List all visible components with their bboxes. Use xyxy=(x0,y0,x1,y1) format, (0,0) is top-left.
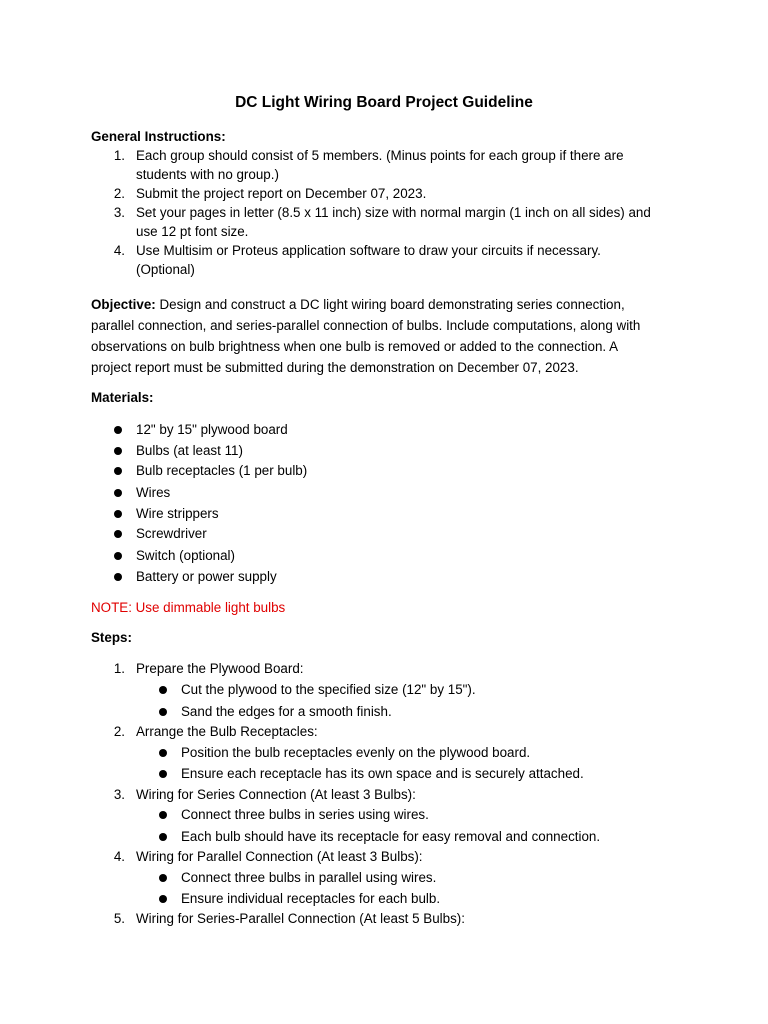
bullet-icon xyxy=(114,467,122,475)
list-item-text: use 12 pt font size. xyxy=(136,224,249,239)
list-item-text: Submit the project report on December 07, 2023. xyxy=(136,186,427,201)
bullet-icon xyxy=(159,895,167,903)
step-subitem: Position the bulb receptacles evenly on the plywood board. xyxy=(181,745,531,760)
step-subitem: Sand the edges for a smooth finish. xyxy=(181,704,392,719)
objective-text: Design and construct a DC light wiring board demonstrating series connection, xyxy=(155,297,625,312)
step-subitem: Each bulb should have its receptacle for easy removal and connection. xyxy=(181,829,601,844)
general-instructions-heading: General Instructions: xyxy=(91,129,226,144)
materials-heading: Materials: xyxy=(91,390,154,405)
list-number: 1. xyxy=(113,661,125,676)
bullet-icon xyxy=(114,447,122,455)
step-label: Prepare the Plywood Board: xyxy=(136,661,304,676)
list-item-text: Use Multisim or Proteus application software to draw your circuits if necessary. xyxy=(136,243,601,258)
steps-heading: Steps: xyxy=(91,630,132,645)
bullet-icon xyxy=(114,573,122,581)
bullet-icon xyxy=(159,770,167,778)
materials-item: Bulb receptacles (1 per bulb) xyxy=(136,463,308,478)
list-number: 2. xyxy=(113,186,125,201)
bullet-icon xyxy=(159,708,167,716)
step-label: Arrange the Bulb Receptacles: xyxy=(136,724,318,739)
step-label: Wiring for Parallel Connection (At least 3 Bulbs): xyxy=(136,849,423,864)
bullet-icon xyxy=(114,552,122,560)
step-subitem: Connect three bulbs in series using wires. xyxy=(181,807,429,822)
list-item-text: Set your pages in letter (8.5 x 11 inch) size with normal margin (1 inch on all sides) and xyxy=(136,205,651,220)
objective-label: Objective: xyxy=(91,297,156,312)
bullet-icon xyxy=(114,426,122,434)
step-subitem: Ensure individual receptacles for each bulb. xyxy=(181,891,441,906)
step-label: Wiring for Series-Parallel Connection (At least 5 Bulbs): xyxy=(136,911,465,926)
materials-item: Wires xyxy=(136,485,171,500)
list-number: 3. xyxy=(113,205,125,220)
bullet-icon xyxy=(159,833,167,841)
list-number: 5. xyxy=(113,911,125,926)
list-number: 4. xyxy=(113,243,125,258)
document-title: DC Light Wiring Board Project Guideline xyxy=(235,94,533,111)
materials-item: 12" by 15" plywood board xyxy=(136,422,288,437)
bullet-icon xyxy=(159,686,167,694)
materials-item: Screwdriver xyxy=(136,526,207,541)
objective-line xyxy=(91,295,625,315)
note-text: NOTE: Use dimmable light bulbs xyxy=(91,600,286,615)
bullet-icon xyxy=(114,530,122,538)
step-label: Wiring for Series Connection (At least 3 Bulbs): xyxy=(136,787,416,802)
list-item-text: Each group should consist of 5 members. (Minus points for each group if there are xyxy=(136,148,624,163)
step-subitem: Cut the plywood to the specified size (12" by 15"). xyxy=(181,682,476,697)
materials-item: Wire strippers xyxy=(136,506,219,521)
step-subitem: Ensure each receptacle has its own space and is securely attached. xyxy=(181,766,584,781)
materials-item: Bulbs (at least 11) xyxy=(136,443,243,458)
bullet-icon xyxy=(114,489,122,497)
list-number: 2. xyxy=(113,724,125,739)
bullet-icon xyxy=(159,874,167,882)
step-subitem: Connect three bulbs in parallel using wires. xyxy=(181,870,437,885)
materials-item: Switch (optional) xyxy=(136,548,235,563)
list-item-text: students with no group.) xyxy=(136,167,279,182)
list-item-text: (Optional) xyxy=(136,262,195,277)
list-number: 3. xyxy=(113,787,125,802)
bullet-icon xyxy=(114,510,122,518)
objective-line: observations on bulb brightness when one bulb is removed or added to the connection. A xyxy=(91,339,619,354)
objective-line: parallel connection, and series-parallel connection of bulbs. Include computations, along with xyxy=(91,318,641,333)
bullet-icon xyxy=(159,811,167,819)
list-number: 1. xyxy=(113,148,125,163)
bullet-icon xyxy=(159,749,167,757)
materials-item: Battery or power supply xyxy=(136,569,277,584)
list-number: 4. xyxy=(113,849,125,864)
objective-line: project report must be submitted during the demonstration on December 07, 2023. xyxy=(91,360,579,375)
